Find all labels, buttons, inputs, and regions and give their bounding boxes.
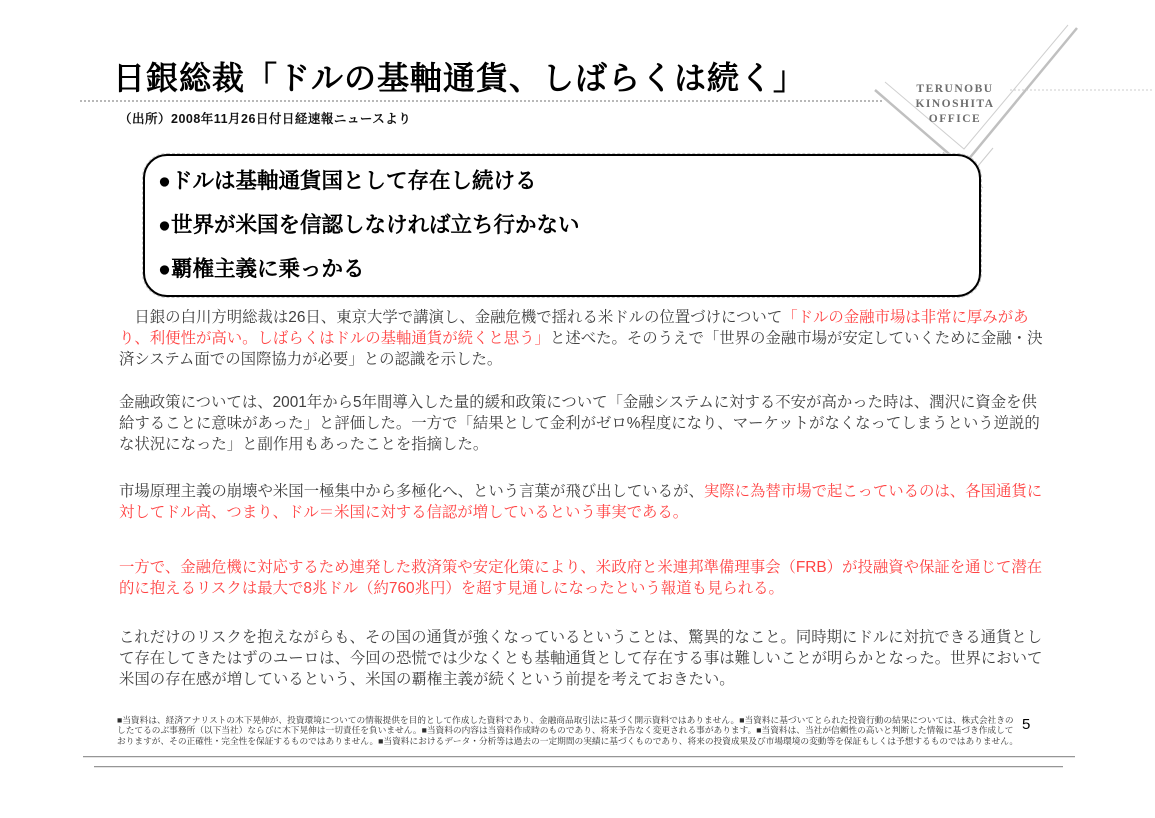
paragraph-segment: 市場原理主義の崩壊や米国一極集中から多極化へ、という言葉が飛び出しているが、 (119, 483, 704, 500)
body-paragraph-2 (119, 392, 1044, 455)
paragraph-segment-highlight: 「ドルの金融市場は非常に厚みがあり、利便性が高い。しばらくはドルの基軸通貨が続くと思う」 (119, 309, 1029, 347)
body-paragraph-4 (119, 557, 1044, 599)
paragraph-segment: と述べた。そのうえで「世界の金融市場が安定していくために金融・決済システム面での国際協力が必要」との認識を示した。 (119, 330, 1043, 368)
bottom-divider-line-1 (83, 756, 1075, 758)
bottom-divider-line-2 (94, 766, 1063, 768)
paragraph-segment-highlight: 実際に為替市場で起こっているのは、各国通貨に対してドル高、つまり、ドル＝米国に対する信認が増しているという事実である。 (119, 483, 1043, 521)
summary-bullet-2: ●世界が米国を信認しなければ立ち行かない (158, 213, 580, 237)
paragraph-segment: これだけのリスクを抱えながらも、その国の通貨が強くなっているということは、驚異的なこと。同時期にドルに対抗できる通貨として存在してきたはずのユーロは、今回の恐慌では少なくとも基軸通貨として存在する事は難しいことが明らかとなった。世界において米国の存在感が増しているという、米国の覇権主義が続くという前提を考えておきたい。 (119, 629, 1043, 688)
disclaimer-line-2: したてるのぶ事務所（以下当社）ならびに木下晃伸は一切責任を負いません。■当資料の内容は当資料作成時のものであり、将来予告なく変更される事があります。■当資料は、当社が信頼性の高いと判断した情報に基づき作成して (117, 725, 1014, 736)
office-logo (903, 82, 1007, 127)
body-paragraph-1 (119, 307, 1044, 370)
logo-line-2: KINOSHITA (915, 98, 995, 110)
title-underline (80, 100, 882, 102)
paragraph-segment: 日銀の白川方明総裁は26日、東京大学で講演し、金融危機で揺れる米ドルの位置づけについて (119, 309, 783, 326)
slide-title: 日銀総裁「ドルの基軸通貨、しばらくは続く」 (113, 60, 807, 96)
logo-line-1: TERUNOBU (916, 83, 994, 95)
footer-disclaimer (117, 715, 1018, 746)
paragraph-segment-highlight: 一方で、金融危機に対応するため連発した救済策や安定化策により、米政府と米連邦準備理事会（FRB）が投融資や保証を通じて潜在的に抱えるリスクは最大で8兆ドル（約760兆円）を超す見通しになったという報道も見られる。 (119, 559, 1043, 597)
summary-bullet-1: ●ドルは基軸通貨国として存在し続ける (158, 169, 537, 193)
summary-bullet-3: ●覇権主義に乗っかる (158, 257, 365, 281)
paragraph-segment: 金融政策については、2001年から5年間導入した量的緩和政策について「金融システムに対する不安が高かった時は、潤沢に資金を供給することに意味があった」と評価した。一方で「結果として金利がゼロ%程度になり、マーケットがなくなってしまうという逆説的な状況になった」と副作用もあったことを指摘した。 (119, 394, 1040, 453)
source-caption: （出所）2008年11月26日付日経速報ニュースより (119, 112, 412, 126)
disclaimer-line-3: おりますが、その正確性・完全性を保証するものではありません。■当資料におけるデータ・分析等は過去の一定期間の実績に基づくものであり、将来の投資成果及び市場環境の変動等を保証もしくは予想するものではありません。 (117, 735, 1019, 746)
summary-box (143, 154, 981, 297)
disclaimer-line-1: ■当資料は、経済アナリストの木下晃伸が、投資環境についての情報提供を目的として作成した資料であり、金融商品取引法に基づく開示資料ではありません。■当資料に基づいてとられた投資行動の結果については、株式会社きの (117, 715, 1014, 725)
body-paragraph-3 (119, 481, 1044, 523)
body-paragraph-5 (119, 627, 1044, 690)
page-number: 5 (1022, 716, 1031, 733)
logo-line-3: OFFICE (928, 113, 982, 125)
